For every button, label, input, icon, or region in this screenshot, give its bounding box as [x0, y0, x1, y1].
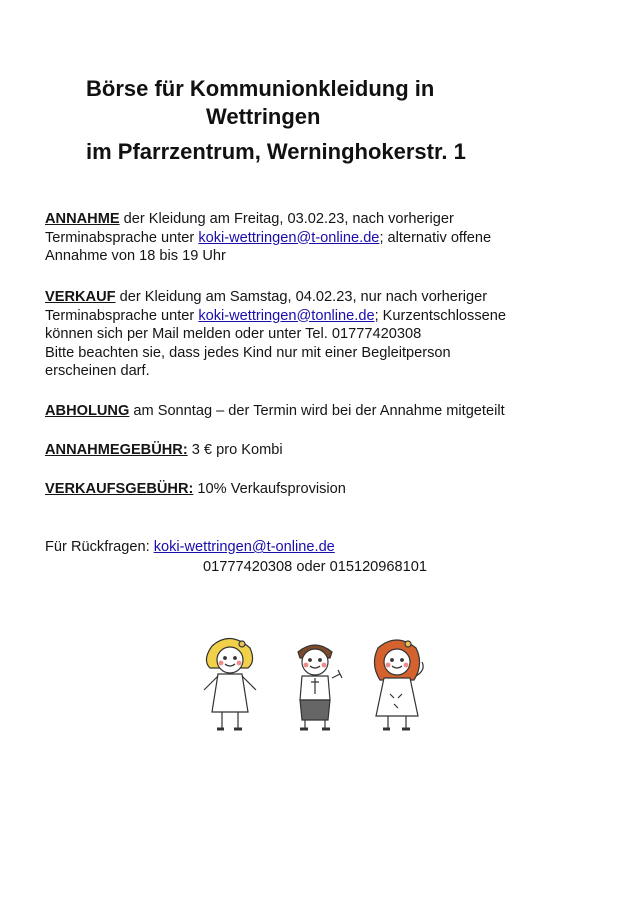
- communion-children-illustration: [190, 634, 440, 734]
- abholung-line: [45, 402, 605, 421]
- verkauf-text-2-post: ; Kurzentschlossene: [374, 307, 506, 324]
- annahme-line-1: [45, 210, 605, 229]
- annahme-text-2-post: ; alternativ offene: [379, 229, 492, 246]
- verkaufsgebuehr-paragraph: [45, 480, 605, 499]
- girl-blonde-figure: [204, 638, 256, 729]
- verkauf-text-1: der Kleidung am Samstag, 04.02.23, nur nach vorheriger: [115, 289, 488, 305]
- verkaufsgebuehr-line: [45, 480, 605, 499]
- title-line-2: Wettringen: [206, 104, 321, 129]
- annahme-line-3: Annahme von 18 bis 19 Uhr: [45, 248, 226, 264]
- annahmegebuehr-text: 3 € pro Kombi: [187, 442, 283, 458]
- verkauf-line-1: [45, 288, 605, 307]
- annahmegebuehr-line: [45, 441, 605, 460]
- girl-red-figure: [374, 640, 423, 729]
- verkauf-line-5: erscheinen darf.: [45, 363, 150, 379]
- annahme-text-1: der Kleidung am Freitag, 03.02.23, nach vorheriger: [119, 211, 454, 227]
- rueckfragen-label: Für Rückfragen:: [45, 539, 154, 555]
- verkauf-line-2: [45, 307, 605, 326]
- annahmegebuehr-paragraph: [45, 441, 605, 460]
- abholung-keyword: ABHOLUNG: [45, 403, 130, 419]
- verkauf-line-3: können sich per Mail melden oder unter Tel. 01777420308: [45, 326, 422, 342]
- annahme-keyword: ANNAHME: [45, 211, 120, 227]
- annahme-text-2-pre: Terminabsprache unter: [45, 229, 199, 246]
- verkauf-keyword: VERKAUF: [45, 289, 116, 305]
- boy-brown-figure: [298, 645, 342, 729]
- annahme-paragraph: [45, 210, 605, 266]
- verkauf-paragraph: [45, 288, 605, 381]
- rueckfragen-paragraph: [45, 538, 605, 557]
- title-line-3: im Pfarrzentrum, Werninghokerstr. 1: [86, 139, 466, 164]
- verkaufsgebuehr-text: 10% Verkaufsprovision: [193, 481, 346, 497]
- verkauf-email-link[interactable]: koki-wettringen@tonline.de: [198, 307, 375, 324]
- annahmegebuehr-keyword: ANNAHMEGEBÜHR:: [45, 442, 188, 458]
- abholung-paragraph: [45, 402, 605, 421]
- verkauf-line-4: Bitte beachten sie, dass jedes Kind nur mit einer Begleitperson: [45, 344, 451, 361]
- annahme-line-2: [45, 229, 605, 248]
- rueckfragen-phones: 01777420308 oder 015120968101: [203, 559, 427, 575]
- verkauf-text-2-pre: Terminabsprache unter: [45, 307, 199, 324]
- verkaufsgebuehr-keyword: VERKAUFSGEBÜHR:: [45, 481, 194, 497]
- rueckfragen-email-link[interactable]: koki-wettringen@t-online.de: [153, 539, 335, 555]
- abholung-text: am Sonntag – der Termin wird bei der Annahme mitgeteilt: [129, 403, 505, 419]
- annahme-email-link[interactable]: koki-wettringen@t-online.de: [198, 229, 380, 246]
- rueckfragen-line: [45, 538, 605, 557]
- title-line-1: Börse für Kommunionkleidung in: [86, 76, 435, 101]
